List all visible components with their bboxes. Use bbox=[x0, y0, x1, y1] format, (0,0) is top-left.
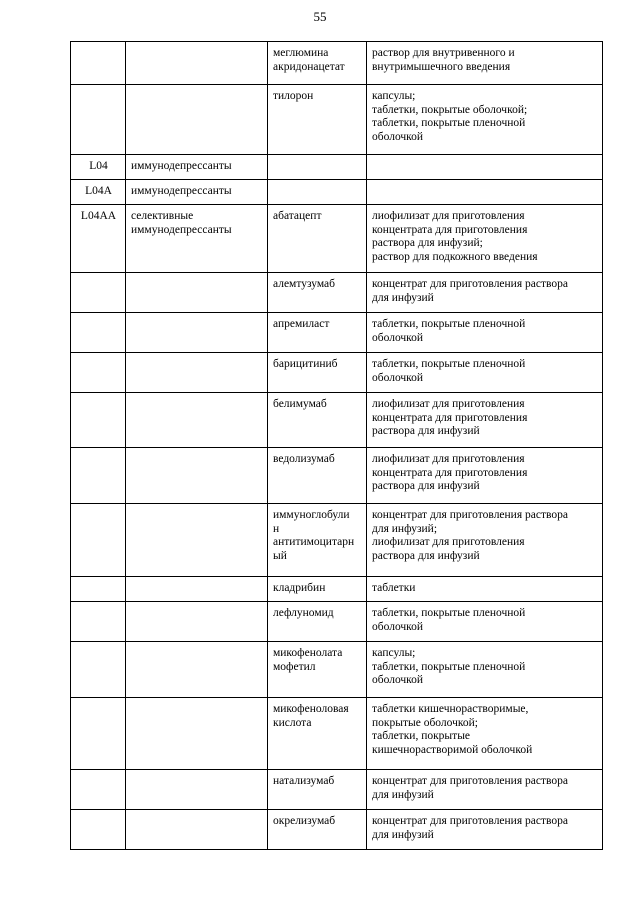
dosage-form-cell: таблетки кишечнорастворимые, покрытые оболочкой; таблетки, покрытые кишечнорастворимой оболочкой bbox=[367, 698, 603, 770]
atc-code-cell bbox=[71, 85, 126, 155]
group-name-cell bbox=[126, 504, 268, 577]
table-row bbox=[71, 577, 603, 602]
group-name-cell bbox=[126, 810, 268, 850]
atc-code-cell bbox=[71, 448, 126, 504]
atc-code-cell: L04AA bbox=[71, 205, 126, 273]
drug-name-cell: микофенолата мофетил bbox=[268, 642, 367, 698]
atc-code-cell bbox=[71, 393, 126, 448]
drug-name-cell: меглюмина акридонацетат bbox=[268, 42, 367, 85]
group-name-cell bbox=[126, 42, 268, 85]
group-name-cell bbox=[126, 577, 268, 602]
dosage-form-cell: лиофилизат для приготовления концентрата для приготовления раствора для инфузий bbox=[367, 393, 603, 448]
dosage-form-cell: лиофилизат для приготовления концентрата для приготовления раствора для инфузий; раствор для подкожного введения bbox=[367, 205, 603, 273]
table-row bbox=[71, 698, 603, 770]
atc-code-cell bbox=[71, 810, 126, 850]
table-row bbox=[71, 393, 603, 448]
table-row bbox=[71, 180, 603, 205]
dosage-form-cell bbox=[367, 180, 603, 205]
table-row bbox=[71, 42, 603, 85]
drug-name-cell: кладрибин bbox=[268, 577, 367, 602]
table-row bbox=[71, 205, 603, 273]
drug-name-cell: микофеноловая кислота bbox=[268, 698, 367, 770]
dosage-form-cell bbox=[367, 155, 603, 180]
dosage-form-cell: капсулы; таблетки, покрытые пленочной оболочкой bbox=[367, 642, 603, 698]
table-row bbox=[71, 504, 603, 577]
group-name-cell bbox=[126, 448, 268, 504]
atc-code-cell bbox=[71, 698, 126, 770]
drug-name-cell: окрелизумаб bbox=[268, 810, 367, 850]
atc-code-cell bbox=[71, 353, 126, 393]
atc-code-cell bbox=[71, 504, 126, 577]
table-row bbox=[71, 155, 603, 180]
atc-code-cell bbox=[71, 770, 126, 810]
table-row bbox=[71, 770, 603, 810]
atc-code-cell: L04A bbox=[71, 180, 126, 205]
drug-name-cell: абатацепт bbox=[268, 205, 367, 273]
table-row bbox=[71, 810, 603, 850]
page-number: 55 bbox=[313, 9, 327, 24]
dosage-form-cell: концентрат для приготовления раствора для инфузий bbox=[367, 810, 603, 850]
group-name-cell bbox=[126, 85, 268, 155]
dosage-form-cell: таблетки, покрытые пленочной оболочкой bbox=[367, 353, 603, 393]
drug-name-cell bbox=[268, 180, 367, 205]
drug-name-cell: ведолизумаб bbox=[268, 448, 367, 504]
drug-classification-table bbox=[70, 41, 603, 850]
atc-code-cell bbox=[71, 313, 126, 353]
group-name-cell: селективные иммунодепрессанты bbox=[126, 205, 268, 273]
table-row bbox=[71, 602, 603, 642]
drug-name-cell: тилорон bbox=[268, 85, 367, 155]
atc-code-cell bbox=[71, 42, 126, 85]
dosage-form-cell: концентрат для приготовления раствора для инфузий; лиофилизат для приготовления раствора для инфузий bbox=[367, 504, 603, 577]
atc-code-cell bbox=[71, 602, 126, 642]
group-name-cell bbox=[126, 393, 268, 448]
drug-name-cell bbox=[268, 155, 367, 180]
group-name-cell bbox=[126, 313, 268, 353]
group-name-cell bbox=[126, 353, 268, 393]
dosage-form-cell: концентрат для приготовления раствора для инфузий bbox=[367, 273, 603, 313]
dosage-form-cell: таблетки, покрытые пленочной оболочкой bbox=[367, 602, 603, 642]
table-row bbox=[71, 448, 603, 504]
drug-name-cell: барицитиниб bbox=[268, 353, 367, 393]
drug-name-cell: лефлуномид bbox=[268, 602, 367, 642]
group-name-cell bbox=[126, 642, 268, 698]
drug-name-cell: апремиласт bbox=[268, 313, 367, 353]
atc-code-cell bbox=[71, 642, 126, 698]
drug-name-cell: иммуноглобули н антитимоцитарн ый bbox=[268, 504, 367, 577]
table-body bbox=[71, 42, 603, 850]
table-row bbox=[71, 353, 603, 393]
atc-code-cell bbox=[71, 273, 126, 313]
group-name-cell: иммунодепрессанты bbox=[126, 155, 268, 180]
dosage-form-cell: лиофилизат для приготовления концентрата для приготовления раствора для инфузий bbox=[367, 448, 603, 504]
drug-name-cell: натализумаб bbox=[268, 770, 367, 810]
dosage-form-cell: таблетки bbox=[367, 577, 603, 602]
atc-code-cell: L04 bbox=[71, 155, 126, 180]
dosage-form-cell: таблетки, покрытые пленочной оболочкой bbox=[367, 313, 603, 353]
dosage-form-cell: раствор для внутривенного и внутримышечного введения bbox=[367, 42, 603, 85]
dosage-form-cell: капсулы; таблетки, покрытые оболочкой; таблетки, покрытые пленочной оболочкой bbox=[367, 85, 603, 155]
table-row bbox=[71, 85, 603, 155]
group-name-cell bbox=[126, 770, 268, 810]
group-name-cell bbox=[126, 273, 268, 313]
group-name-cell: иммунодепрессанты bbox=[126, 180, 268, 205]
dosage-form-cell: концентрат для приготовления раствора для инфузий bbox=[367, 770, 603, 810]
table-row bbox=[71, 273, 603, 313]
group-name-cell bbox=[126, 602, 268, 642]
atc-code-cell bbox=[71, 577, 126, 602]
table-row bbox=[71, 313, 603, 353]
table-row bbox=[71, 642, 603, 698]
drug-name-cell: белимумаб bbox=[268, 393, 367, 448]
drug-name-cell: алемтузумаб bbox=[268, 273, 367, 313]
group-name-cell bbox=[126, 698, 268, 770]
